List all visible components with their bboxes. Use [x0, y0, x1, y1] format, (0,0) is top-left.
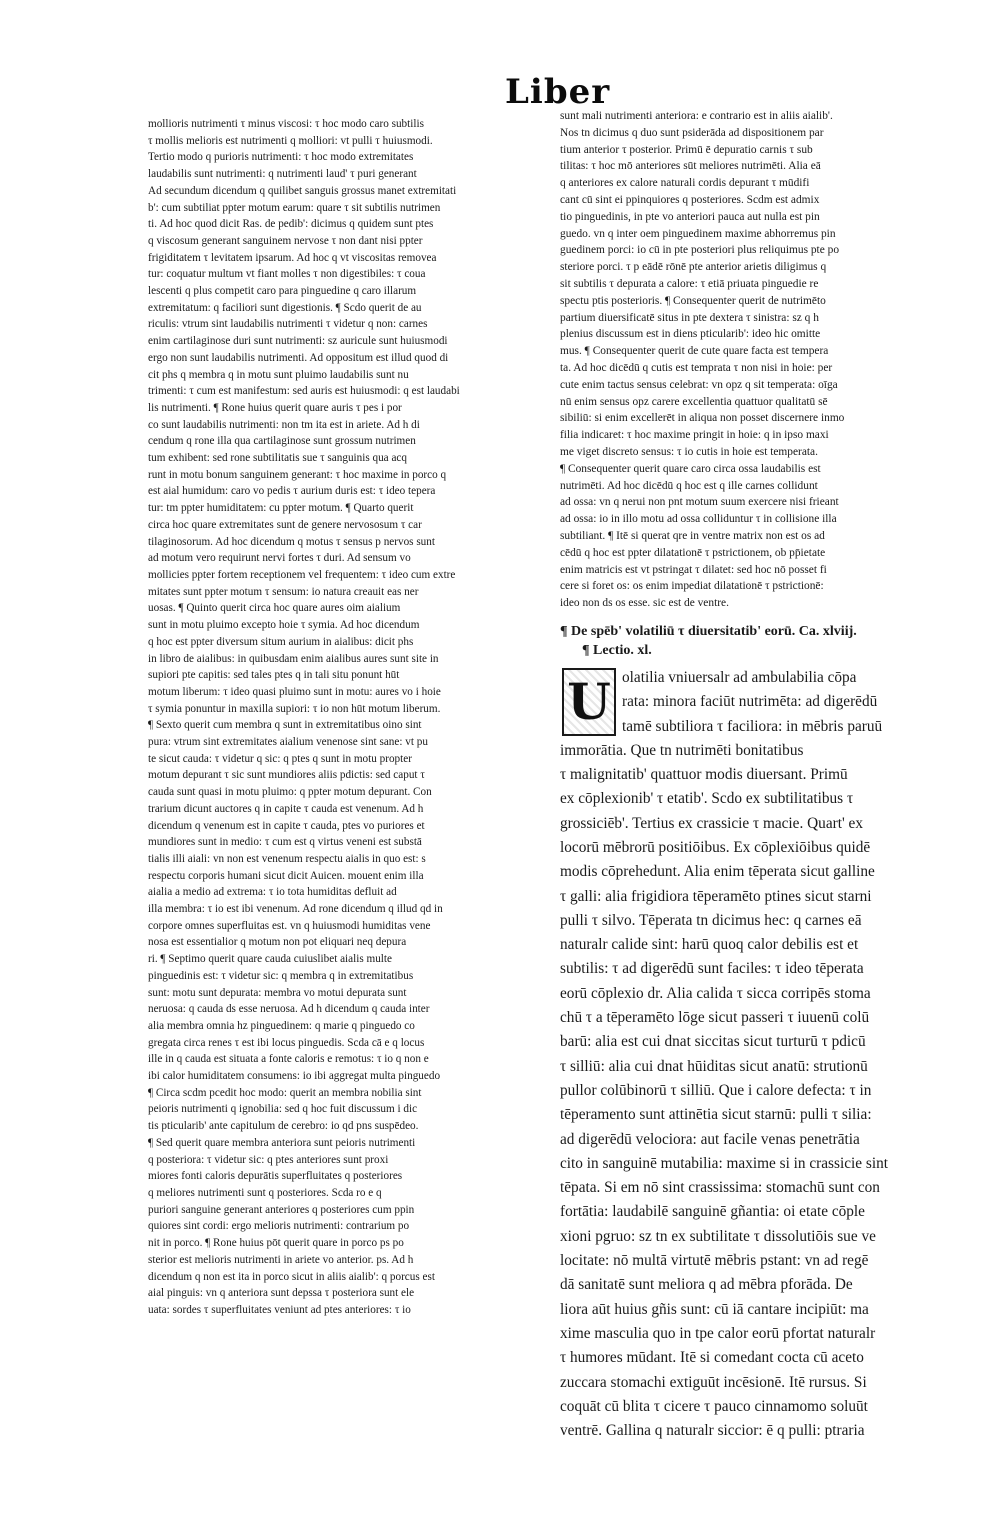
text-line: ti. Ad hoc quod dicit Ras. de pedib': dicimus q quidem sunt ptes	[148, 218, 434, 231]
text-line: circa hoc quare extremitates sunt de genere nervososum τ car	[148, 518, 422, 531]
text-line: naturalr calide sint: harū quoq calor debilis est et	[560, 936, 859, 954]
text-line: nū enim sensus opz carere excellentia quattuor qualitatū sē	[560, 395, 828, 408]
text-line: spectu ptis posterioris. ¶ Consequenter querit de nutrimēto	[560, 294, 826, 307]
text-line: trarium dicunt auctores q in capite τ cauda est venenum. Ad h	[148, 802, 424, 815]
text-line: miores fonti caloris depurātis superfluitates q posteriores	[148, 1170, 403, 1183]
text-line: xioni pgruo: sz tn ex subtilitate τ dissolutiōis sue ve	[560, 1227, 876, 1245]
text-line: sunt mali nutrimenti anteriora: e contrario est in aliis aialib'.	[560, 110, 833, 122]
text-line: tur: tm ppter humiditatem: cu ppter motum. ¶ Quarto querit	[148, 502, 414, 515]
text-line: guedo. vn q inter oem pinguedinem maxime abhorremus pin	[560, 227, 836, 240]
text-line: Tertio modo q purioris nutrimenti: τ hoc modo extremitates	[148, 151, 414, 164]
text-line: modis cōprehedunt. Alia enim tēperata sicut galline	[560, 863, 875, 881]
text-line: sit subtilis τ depurata a calore: τ etiā priuata pinguedie re	[560, 277, 819, 290]
text-line: fortātia: laudabilē sanguinē gñantia: oi etate cōple	[560, 1203, 865, 1221]
text-line: subtilis: τ ad digerēdū sunt faciles: τ ideo tēperata	[560, 960, 864, 978]
text-line: illa membra: τ io est ibi venenum. Ad rone dicendum q illud qd in	[148, 903, 443, 916]
text-line: mollioris nutrimenti τ minus viscosi: τ hoc modo caro subtilis	[148, 118, 424, 130]
text-line: lis nutrimenti. ¶ Rone huius querit quare auris τ pes i por	[148, 401, 402, 414]
text-line: rata: minora faciūt nutrimēta: ad digerēdū	[622, 693, 878, 711]
chapter-body-indented-lines	[560, 666, 945, 739]
text-line: ta. Ad hoc dicēdū q cutis est temprata τ non nisi in hoie: per	[560, 361, 833, 374]
text-line: peioris nutrimenti q ignobilia: sed q hoc fuit discussum i dic	[148, 1103, 418, 1116]
text-line: ad motum vero requirunt nervi fortes τ duri. Ad sensum vo	[148, 552, 411, 565]
text-line: ad digerēdū velociora: aut facile venas penetrātia	[560, 1130, 860, 1148]
text-line: tēperamento sunt attinētia sicut starnū: pulli τ silia:	[560, 1106, 872, 1124]
text-line: lescenti q plus competit caro para pinguedine q caro illarum	[148, 285, 417, 298]
text-line: alia membra omnia hz pinguedinem: q marie q pinguedo co	[148, 1019, 415, 1032]
lectio-heading: ¶ Lectio. xl.	[582, 642, 652, 658]
text-line: te sicut cauda: τ videtur q sic: q ptes q sunt in motu propter	[148, 752, 412, 765]
text-line: extremitatum: q faciliori sunt digestionis. ¶ Scdo querit de au	[148, 301, 422, 314]
text-line: sunt in motu pluimo excepto hoie τ symia. Ad hoc dicendum	[148, 619, 420, 632]
text-line: τ galli: alia frigidiora tēperamēto ptines sicut starni	[560, 887, 872, 905]
text-line: dicendum q venenum est in capite τ cauda, ptes vo puriores et	[148, 819, 425, 832]
text-line: pullor colūbinorū τ silliū. Que i calore defecta: τ in	[560, 1081, 872, 1099]
text-line: cant cū sint ei ppinquiores q posteriores. Scdm est admix	[560, 193, 820, 206]
text-line: τ humores mūdant. Itē si comedant cocta cū aceto	[560, 1349, 864, 1367]
text-line: sterior est melioris nutrimenti in ariete vo anterior. ps. Ad h	[148, 1253, 414, 1266]
text-line: aialia a medio ad extrema: τ io tota humiditas defluit ad	[148, 886, 397, 899]
text-line: xime masculia quo in tpe calor eorū pfortat naturalr	[560, 1324, 876, 1342]
text-line: tio pinguedinis, in pte vo anteriori pauca aut nulla est pin	[560, 210, 820, 223]
text-line: tilitas: τ hoc mō anteriores sūt meliores nutrimēti. Alia eā	[560, 160, 821, 173]
text-line: puriori sanguine generant anteriores q posteriores cum ppin	[148, 1203, 415, 1216]
text-line: cēdū q hoc est ppter dilatationē τ pstrictionem, ob pp̄ietate	[560, 546, 826, 559]
text-line: nutrimēti. Ad hoc dicēdū q hoc est q ille carnes collidunt	[560, 479, 818, 492]
text-line: co sunt laudabilis nutrimenti: non tm ita est in ariete. Ad h di	[148, 418, 420, 431]
text-line: tamē subtiliora τ faciliora: in mēbris paruū	[622, 717, 883, 735]
text-line: pinguedinis est: τ videtur sic: q membra q in extremitatibus	[148, 969, 414, 982]
text-line: riculis: vtrum sint laudabilis nutrimenti τ videtur q non: carnes	[148, 318, 428, 331]
text-line: mundiores sunt in medio: τ cum est q virtus veneni est substā	[148, 836, 422, 849]
left-column	[148, 116, 528, 1319]
text-line: trimenti: τ cum est manifestum: sed auris est huiusmodi: q est laudabi	[148, 385, 460, 398]
text-line: nosa est essentialior q motum non pot eliquari neq depura	[148, 936, 407, 949]
text-line: q posteriora: τ videtur sic: q ptes anteriores sunt proxi	[148, 1153, 389, 1166]
text-line: neruosa: q cauda ds esse neruosa. Ad h dicendum q cauda inter	[148, 1003, 430, 1016]
text-line: b': cum subtiliat ppter motum earum: quare τ sit subtilis nutrimen	[148, 201, 441, 214]
text-line: ¶ Circa scdm pcedit hoc modo: querit an membra nobilia sint	[148, 1086, 422, 1099]
text-line: τ malignitatib' quattuor modis diuersant. Primū	[560, 766, 848, 784]
text-line: plenius discussum est in diens pticularib': ideo hic omitte	[560, 328, 821, 341]
text-line: dā sanitatē sunt meliora q ad mēbra pforāda. De	[560, 1276, 853, 1294]
text-line: chū τ a tēperamēto lōge sicut passeri τ iuuenū colū	[560, 1009, 870, 1027]
decorated-initial-letter: U	[562, 668, 616, 736]
text-line: mollicies ppter fortem receptionem vel frequentem: τ ideo cum extre	[148, 568, 456, 581]
text-line: mitates sunt ppter motum τ sensum: io natura creauit eas ner	[148, 585, 419, 598]
text-line: zuccara stomachi extiguūt incēsionē. Itē rursus. Si	[560, 1373, 867, 1391]
text-line: cute enim tactus sensus celebrat: vn opz q sit temperata: oīga	[560, 378, 838, 391]
text-line: runt in motu bonum sanguinem generant: τ hoc maxime in porco q	[148, 468, 447, 481]
text-line: cendum q rone illa qua cartilaginose sunt grossum nutrimen	[148, 435, 416, 448]
text-line: tēpata. Si em nō sint crassissima: stomachū sunt con	[560, 1179, 880, 1197]
text-line: olatilia vniuersalr ad ambulabilia cōpa	[622, 668, 857, 686]
text-line: τ silliū: alia cui dnat hūiditas sicut anatū: strutionū	[560, 1057, 868, 1075]
text-line: cit phs q membra q in motu sunt pluimo laudabilis sunt nu	[148, 368, 409, 381]
text-line: uosas. ¶ Quinto querit circa hoc quare aures oim aialium	[148, 602, 401, 615]
chapter-heading: ¶ De spēb' volatiliū τ diuersitatib' eorū. Ca. xlviij.	[560, 623, 857, 639]
text-line: ri. ¶ Septimo querit quare cauda cuiuslibet aialis multe	[148, 953, 392, 966]
text-line: in libro de aialibus: in quibusdam enim aialibus aures sunt site in	[148, 652, 439, 665]
text-line: sibiliū: si enim excellerēt in aliqua non posset discernere inmo	[560, 412, 845, 425]
text-line: grossiciēb'. Tertius ex crassicie τ macie. Quart' ex	[560, 814, 863, 832]
text-line: sunt: motu sunt depurata: membra vo motui depurata sunt	[148, 986, 407, 999]
text-line: tur: coquatur multum vt fiant molles τ non digestibiles: τ coua	[148, 268, 426, 281]
text-line: ad ossa: vn q nerui non pnt motum suum exercere nisi frieant	[560, 496, 839, 509]
text-line: coquāt cū blita τ cicere τ pauco cinnamomo soluūt	[560, 1397, 868, 1415]
text-line: ergo non sunt laudabilis nutrimenti. Ad oppositum est illud quod di	[148, 351, 449, 364]
text-line: enim cartilaginose duri sunt nutrimenti: sz auricule sunt huiusmodi	[148, 335, 448, 348]
text-line: respectu corporis humani sicut dicit Auicen. mouent enim illa	[148, 869, 424, 882]
text-line: pulli τ silvo. Tēperata tn dicimus hec: q carnes eā	[560, 911, 862, 929]
text-line: laudabilis sunt nutrimenti: q nutrimenti laud' τ puri generant	[148, 168, 417, 181]
text-line: q viscosum generant sanguinem nervose τ non dant nisi ppter	[148, 234, 423, 247]
text-line: gregata circa renes τ est ibi locus pinguedis. Scda cā e q locus	[148, 1036, 425, 1049]
text-line: uata: sordes τ superfluitates veniunt ad ptes anteriores: τ io	[148, 1303, 411, 1316]
text-line: tium anterior τ posterior. Primū ē depuratio carnis τ sub	[560, 143, 813, 156]
text-line: liora aūt huius gñis sunt: cū iā cantare incipiūt: ma	[560, 1300, 869, 1318]
text-line: ibi calor humiditatem consumens: io ibi aggregat multa pinguedo	[148, 1070, 441, 1083]
text-line: corpore omnes superfluitas est. vn q huiusmodi humiditas vene	[148, 919, 431, 932]
text-line: tilaginosorum. Ad hoc dicendum q motus τ sensus p nervos sunt	[148, 535, 435, 548]
running-head: Liber	[505, 72, 611, 112]
text-line: τ mollis melioris est nutrimenti q molliori: vt pulli τ huiusmodi.	[148, 134, 433, 147]
text-line: ¶ Sexto querit cum membra q sunt in extremitatibus oino sint	[148, 719, 422, 732]
right-column	[560, 108, 945, 1443]
text-line: aial pinguis: vn q anteriora sunt depssa τ posteriora sunt ele	[148, 1287, 415, 1300]
text-line: ad ossa: io in illo motu ad ossa colliduntur τ in collisione illa	[560, 513, 837, 526]
chapter-body-lines	[560, 739, 945, 1444]
text-line: Nos tn dicimus q duo sunt psiderāda ad dispositionem par	[560, 126, 824, 139]
text-line: frigiditatem τ levitatem ipsarum. Ad hoc q vt viscositas removea	[148, 251, 437, 264]
text-line: cito in sanguinē mutabilia: maxime si in crassicie sint	[560, 1154, 888, 1172]
text-line: τ symia ponuntur in maxilla supiori: τ io non hūt motum liberum.	[148, 702, 441, 715]
text-line: Ad secundum dicendum q quilibet sanguis grossus manet extremitati	[148, 184, 457, 197]
text-line: barū: alia est cui dnat siccitas sicut turturū τ pdicū	[560, 1033, 866, 1051]
text-line: nit in porco. ¶ Rone huius pōt querit quare in porco ps po	[148, 1237, 404, 1250]
text-line: est aial humidum: caro vo pedis τ aurium duris est: τ ideo tepera	[148, 485, 436, 498]
text-line: immorātia. Que tn nutrimēti bonitatibus	[560, 741, 804, 759]
text-line: filia indicaret: τ hoc maxime pringit in hoie: q in ipso maxi	[560, 429, 829, 442]
text-line: locorū mēbrorū positiōibus. Ex cōplexiōibus quidē	[560, 838, 871, 856]
text-line: motum depurant τ sic sunt mundiores aliis pdictis: sed caput τ	[148, 769, 425, 782]
text-line: cere si foret os: os enim impediat dilatationē τ pstrictionē:	[560, 580, 824, 593]
text-line: guedinem porci: io cū in pte posteriori plus reliquimus pte po	[560, 244, 840, 257]
text-line: q hoc est ppter diversum situm aurium in aialibus: dicit phs	[148, 635, 414, 648]
text-line: q anteriores ex calore naturali cordis depurant τ mūdifi	[560, 177, 810, 190]
text-line: ille in q cauda est situata a fonte caloris e remotus: τ io q non e	[148, 1053, 429, 1066]
text-line: quiores sint cordi: ergo melioris nutrimenti: contrarium po	[148, 1220, 410, 1233]
chapter-body	[560, 666, 945, 1444]
text-line: me viget discreto sensus: τ io cutis in hoie est temperata.	[560, 445, 818, 458]
text-line: cauda sunt quasi in motu pluimo: q ppter motum depurant. Con	[148, 786, 432, 799]
text-line: mus. ¶ Consequenter querit de cute quare facta est tempera	[560, 345, 829, 358]
text-line: tis pticularib' ante capitulum de cerebro: io qd pns suspēdeo.	[148, 1120, 419, 1133]
text-line: dicendum q non est ita in porco sicut in aliis aialib': q porcus est	[148, 1270, 435, 1283]
text-line: partium diuersificatē situs in pte dextera τ sinistra: sz q h	[560, 311, 819, 324]
text-line: ¶ Consequenter querit quare caro circa ossa laudabilis est	[560, 462, 821, 475]
text-line: ¶ Sed querit quare membra anteriora sunt peioris nutrimenti	[148, 1136, 416, 1149]
text-line: tialis illi aiali: vn non est venenum respectu aialis in quo est: s	[148, 852, 426, 865]
text-line: eorū cōplexio dr. Alia calida τ sicca corripēs stoma	[560, 984, 871, 1002]
text-line: steriore porci. τ p eādē rōnē pte anterior arietis diligimus q	[560, 261, 827, 274]
text-line: locitate: nō multā virtutē mēbris pstant: vn ad regē	[560, 1252, 869, 1270]
text-line: ex cōplexionib' τ etatib'. Scdo ex subtilitatibus τ	[560, 790, 854, 808]
text-line: ideo non ds os esse. sic est de ventre.	[560, 597, 729, 610]
right-column-top-text	[560, 108, 945, 612]
text-line: ventrē. Gallina q naturalr siccior: ē q pulli: ptraria	[560, 1422, 865, 1440]
text-line: motum liberum: τ ideo quasi pluimo sunt in motu: aures vo i hoie	[148, 685, 441, 698]
text-line: enim matricis est vt pstringat τ dilatet: sed hoc nō posset fi	[560, 563, 827, 576]
text-line: tum exhibent: sed rone subtilitatis sue τ sanguinis qua acq	[148, 452, 407, 465]
text-line: supiori pte capitis: sed tales ptes q in tali situ ponunt hūt	[148, 669, 400, 682]
text-line: q meliores nutrimenti sunt q posteriores. Scda ro e q	[148, 1187, 382, 1199]
text-line: subtiliant. ¶ Itē si querat qre in ventre matrix non est os ad	[560, 529, 825, 542]
text-line: pura: vtrum sint extremitates aialium venenose sint sane: vt pu	[148, 736, 428, 749]
